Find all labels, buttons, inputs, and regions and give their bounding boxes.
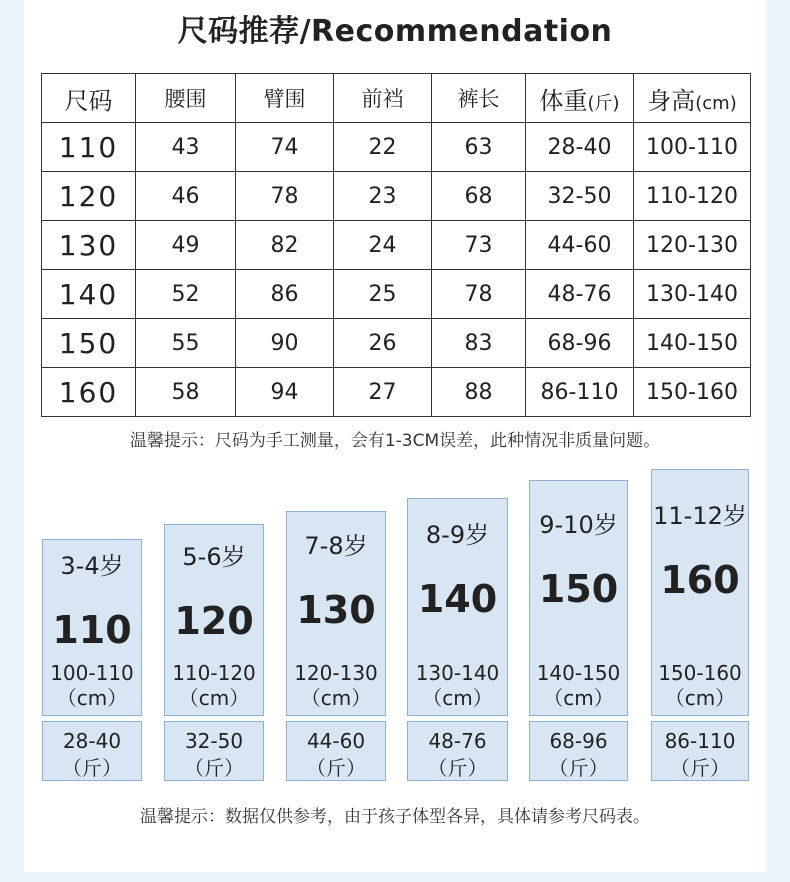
size-card xyxy=(651,469,749,716)
card-height-unit: （cm） xyxy=(664,686,736,710)
cell-arm: 94 xyxy=(236,368,334,417)
cards-reference-note: 温馨提示：数据仅供参考，由于孩子体型各异，具体请参考尺码表。 xyxy=(140,807,650,827)
cell-size: 140 xyxy=(42,270,136,319)
card-age: 7-8岁 xyxy=(304,532,368,560)
cell-waist: 46 xyxy=(136,172,236,221)
cell-size: 120 xyxy=(42,172,136,221)
card-size: 160 xyxy=(660,558,740,602)
cell-height: 110-120 xyxy=(634,172,751,221)
card-size: 150 xyxy=(538,567,619,611)
card-age: 5-6岁 xyxy=(182,543,246,571)
card-weight: 48-76 xyxy=(428,729,487,753)
cell-length: 83 xyxy=(432,319,526,368)
cell-arm: 86 xyxy=(236,270,334,319)
cell-size: 110 xyxy=(42,123,136,172)
cell-waist: 43 xyxy=(136,123,236,172)
card-weight-unit: （斤） xyxy=(306,756,366,780)
weight-card xyxy=(407,721,508,781)
header-rise: 前裆 xyxy=(334,74,432,123)
weight-card xyxy=(164,721,264,781)
weight-card xyxy=(651,721,749,781)
cell-waist: 55 xyxy=(136,319,236,368)
cell-height: 100-110 xyxy=(634,123,751,172)
cell-length: 68 xyxy=(432,172,526,221)
size-card xyxy=(407,498,508,716)
cell-weight: 86-110 xyxy=(526,368,634,417)
cell-weight: 28-40 xyxy=(526,123,634,172)
cell-size: 160 xyxy=(42,368,136,417)
card-height: 130-140 xyxy=(415,661,500,685)
cell-arm: 74 xyxy=(236,123,334,172)
cell-length: 78 xyxy=(432,270,526,319)
table-row xyxy=(42,319,751,368)
table-row xyxy=(42,172,751,221)
size-card xyxy=(286,511,386,716)
size-card xyxy=(529,480,628,716)
card-age: 3-4岁 xyxy=(60,552,124,580)
card-age: 8-9岁 xyxy=(425,521,490,549)
card-height-unit: （cm） xyxy=(178,686,250,710)
weight-card xyxy=(529,721,628,781)
card-size: 140 xyxy=(417,577,498,621)
cell-waist: 52 xyxy=(136,270,236,319)
weight-card xyxy=(286,721,386,781)
table-header-row xyxy=(42,74,751,123)
card-weight: 44-60 xyxy=(306,729,366,753)
size-card xyxy=(42,539,142,716)
cell-height: 150-160 xyxy=(634,368,751,417)
cell-rise: 26 xyxy=(334,319,432,368)
card-size: 130 xyxy=(296,588,376,632)
table-row xyxy=(42,123,751,172)
table-row xyxy=(42,270,751,319)
card-height-unit: （cm） xyxy=(543,686,614,710)
bottom-band xyxy=(24,872,766,882)
card-weight-unit: （斤） xyxy=(184,756,244,780)
card-weight-unit: （斤） xyxy=(548,756,609,780)
card-height: 120-130 xyxy=(294,661,378,685)
header-length: 裤长 xyxy=(432,74,526,123)
header-size: 尺码 xyxy=(42,74,136,123)
header-weight: 体重(斤) xyxy=(526,74,634,123)
cell-rise: 23 xyxy=(334,172,432,221)
cell-weight: 44-60 xyxy=(526,221,634,270)
card-weight-unit: （斤） xyxy=(62,756,122,780)
cell-waist: 49 xyxy=(136,221,236,270)
card-weight-unit: （斤） xyxy=(670,756,730,780)
card-height-unit: （cm） xyxy=(422,686,493,710)
cell-rise: 22 xyxy=(334,123,432,172)
cell-weight: 48-76 xyxy=(526,270,634,319)
cell-height: 130-140 xyxy=(634,270,751,319)
card-height-unit: （cm） xyxy=(56,686,128,710)
cell-size: 130 xyxy=(42,221,136,270)
cell-length: 73 xyxy=(432,221,526,270)
cell-rise: 24 xyxy=(334,221,432,270)
card-height: 150-160 xyxy=(658,661,742,685)
cell-arm: 90 xyxy=(236,319,334,368)
cell-length: 63 xyxy=(432,123,526,172)
cell-waist: 58 xyxy=(136,368,236,417)
table-row xyxy=(42,368,751,417)
card-weight: 68-96 xyxy=(549,729,608,753)
card-weight: 28-40 xyxy=(62,729,122,753)
cell-rise: 27 xyxy=(334,368,432,417)
cell-height: 140-150 xyxy=(634,319,751,368)
card-height: 100-110 xyxy=(50,661,134,685)
cell-arm: 78 xyxy=(236,172,334,221)
header-height: 身高(cm) xyxy=(634,74,751,123)
size-card xyxy=(164,524,264,716)
card-size: 120 xyxy=(174,599,254,643)
header-arm: 臂围 xyxy=(236,74,334,123)
card-height: 140-150 xyxy=(536,661,621,685)
card-age: 9-10岁 xyxy=(539,511,618,539)
card-weight-unit: （斤） xyxy=(427,756,488,780)
page-title: 尺码推荐/Recommendation xyxy=(177,14,613,49)
cell-height: 120-130 xyxy=(634,221,751,270)
header-waist: 腰围 xyxy=(136,74,236,123)
cell-size: 150 xyxy=(42,319,136,368)
cell-length: 88 xyxy=(432,368,526,417)
card-weight: 86-110 xyxy=(664,729,736,753)
size-table xyxy=(41,73,751,417)
table-measurement-note: 温馨提示：尺码为手工测量，会有1-3CM误差，此种情况非质量问题。 xyxy=(129,431,661,451)
card-age: 11-12岁 xyxy=(653,502,747,530)
card-weight: 32-50 xyxy=(184,729,244,753)
table-row xyxy=(42,221,751,270)
card-height-unit: （cm） xyxy=(300,686,372,710)
card-height: 110-120 xyxy=(172,661,256,685)
cell-rise: 25 xyxy=(334,270,432,319)
weight-card xyxy=(42,721,142,781)
cell-weight: 32-50 xyxy=(526,172,634,221)
cell-arm: 82 xyxy=(236,221,334,270)
card-size: 110 xyxy=(52,608,132,652)
cell-weight: 68-96 xyxy=(526,319,634,368)
